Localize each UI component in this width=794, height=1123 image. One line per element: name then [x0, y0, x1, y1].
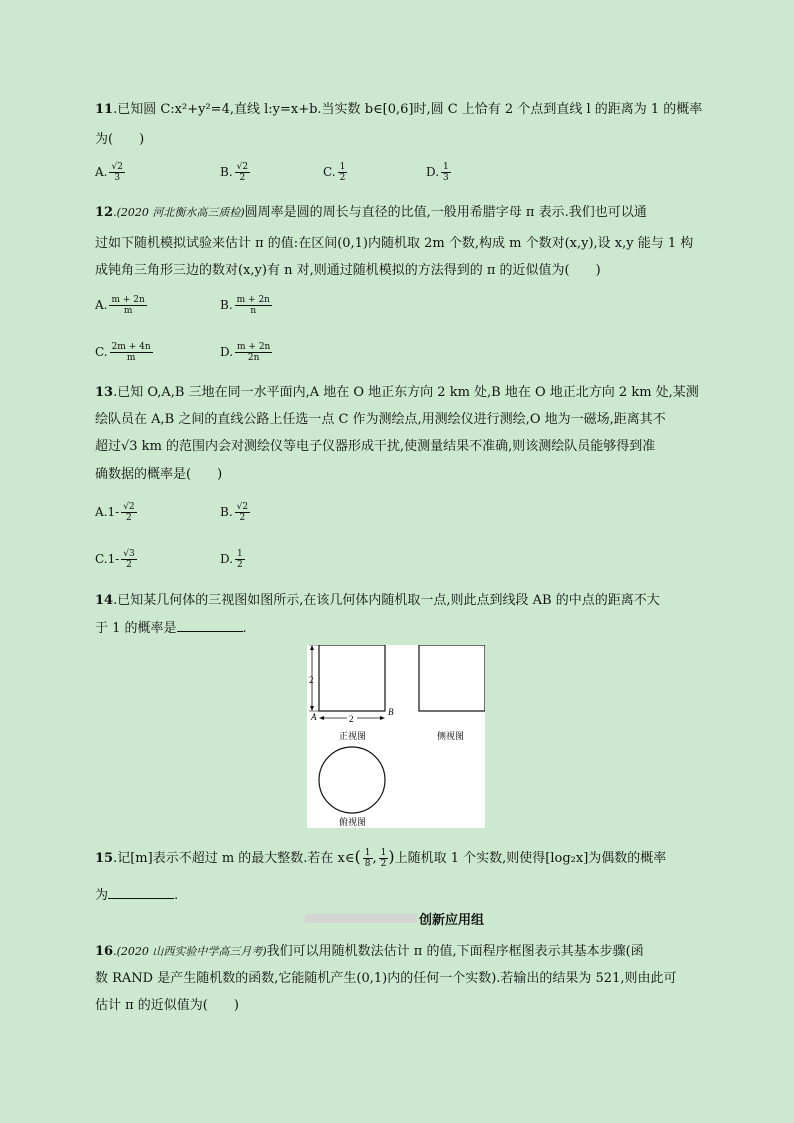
- q16-line2: 数 RAND 是产生随机数的函数,它能随机产生(0,1)内的任何一个实数).若输出的结果为 521,则由此可: [95, 971, 677, 986]
- width-label: 2: [349, 714, 354, 724]
- height-arrow-top: [310, 645, 314, 650]
- q12-number: 12: [95, 205, 114, 220]
- three-view-figure: [307, 645, 485, 828]
- q12-line3: 成钝角三角形三边的数对(x,y)有 n 对,则通过随机模拟的方法得到的 π 的近似值为( ): [95, 263, 601, 278]
- q11-option-b[interactable]: B. $\frac{√2}{2}$: [220, 162, 249, 183]
- q13-line4: 确数据的概率是( ): [95, 467, 223, 482]
- top-view-circle: [319, 747, 385, 813]
- q12-option-c[interactable]: C. $\frac{2m + 4n}{m}$: [95, 342, 151, 363]
- q12-option-d[interactable]: D. $\frac{m + 2n}{2n}$: [220, 342, 271, 363]
- q12-source: .(2020 河北衡水高三质检): [113, 206, 245, 219]
- point-b-label: B: [388, 707, 394, 717]
- q14-line2: 于 1 的概率是 .: [95, 621, 247, 636]
- q13-line1: 13.已知 O,A,B 三地在同一水平面内,A 地在 O 地正东方向 2 km 处,B 地在 O 地正北方向 2 km 处,某测: [95, 385, 699, 400]
- q13-option-d[interactable]: D. $\frac{1}{2}$: [220, 549, 243, 570]
- q14-number: 14: [95, 593, 114, 608]
- q13-line2: 绘队员在 A,B 之间的直线公路上任选一点 C 作为测绘点,用测绘仪进行测绘,O 地为一磁场,距离其不: [95, 412, 666, 427]
- height-arrow-bottom: [310, 706, 314, 711]
- q16-line3: 估计 π 的近似值为( ): [95, 998, 239, 1013]
- q14-answer-blank[interactable]: [177, 619, 243, 632]
- q15-line1: 15.记[m]表示不超过 m 的最大整数.若在 x∈( $\frac{1}{8}$ , $\frac{1}{2}$ )上随机取 1 个实数,则使得[log₂x]为偶数的概率: [95, 847, 667, 869]
- q16-source: .(2020 山西实验中学高三月考): [113, 945, 267, 958]
- q16-line1: 16.(2020 山西实验中学高三月考)我们可以用随机数法估计 π 的值,下面程序框图表示其基本步骤(函: [95, 944, 644, 959]
- q15-number: 15: [95, 851, 114, 866]
- q11-option-a[interactable]: A. $\frac{√2}{3}$: [95, 162, 123, 183]
- side-view-square: [419, 645, 485, 711]
- q13-number: 13: [95, 385, 114, 400]
- top-view-caption: 俯视图: [339, 818, 367, 828]
- q12-line2: 过如下随机模拟试验来估计 π 的值:在区间(0,1)内随机取 2m 个数,构成 m 个数对(x,y),设 x,y 能与 1 构: [95, 236, 694, 251]
- side-view-caption: 侧视图: [437, 732, 465, 742]
- q13-option-a[interactable]: A.1- $\frac{√2}{2}$: [95, 502, 135, 523]
- section-title: 创新应用组: [419, 913, 485, 928]
- q15-answer-blank[interactable]: [108, 886, 174, 899]
- q13-option-b[interactable]: B. $\frac{√2}{2}$: [220, 502, 249, 523]
- q11-line2: 为( ): [95, 132, 145, 147]
- q11-line1: 11.已知圆 C:x²+y²=4,直线 l:y=x+b.当实数 b∈[0,6]时,圆 C 上恰有 2 个点到直线 l 的距离为 1 的概率: [95, 102, 703, 117]
- point-a-label: A: [311, 712, 317, 722]
- q11-option-c[interactable]: C. $\frac{1}{2}$: [323, 162, 346, 183]
- q13-line3: 超过√3 km 的范围内会对测绘仪等电子仪器形成干扰,使测量结果不准确,则该测绘队员能够得到准: [95, 439, 656, 454]
- q12-option-b[interactable]: B. $\frac{m + 2n}{n}$: [220, 295, 270, 316]
- q15-line2: 为 .: [95, 888, 179, 903]
- q12-line1: 12.(2020 河北衡水高三质检)圆周率是圆的周长与直径的比值,一般用希腊字母 π 表示.我们也可以通: [95, 205, 647, 220]
- q14-line1: 14.已知某几何体的三视图如图所示,在该几何体内随机取一点,则此点到线段 AB 的中点的距离不大: [95, 593, 660, 608]
- front-view-caption: 正视图: [339, 732, 367, 742]
- height-label: 2: [309, 675, 314, 685]
- q11-number: 11: [95, 102, 114, 117]
- q13-option-c[interactable]: C.1- $\frac{√3}{2}$: [95, 549, 135, 570]
- width-arrow-right: [380, 716, 385, 720]
- section-divider-bar: [305, 914, 417, 923]
- q11-option-d[interactable]: D. $\frac{1}{3}$: [426, 162, 449, 183]
- q16-number: 16: [95, 944, 114, 959]
- front-view-square: [319, 645, 385, 711]
- q12-option-a[interactable]: A. $\frac{m + 2n}{m}$: [95, 295, 145, 316]
- width-arrow-left: [319, 716, 324, 720]
- three-view-diagram: [307, 645, 485, 828]
